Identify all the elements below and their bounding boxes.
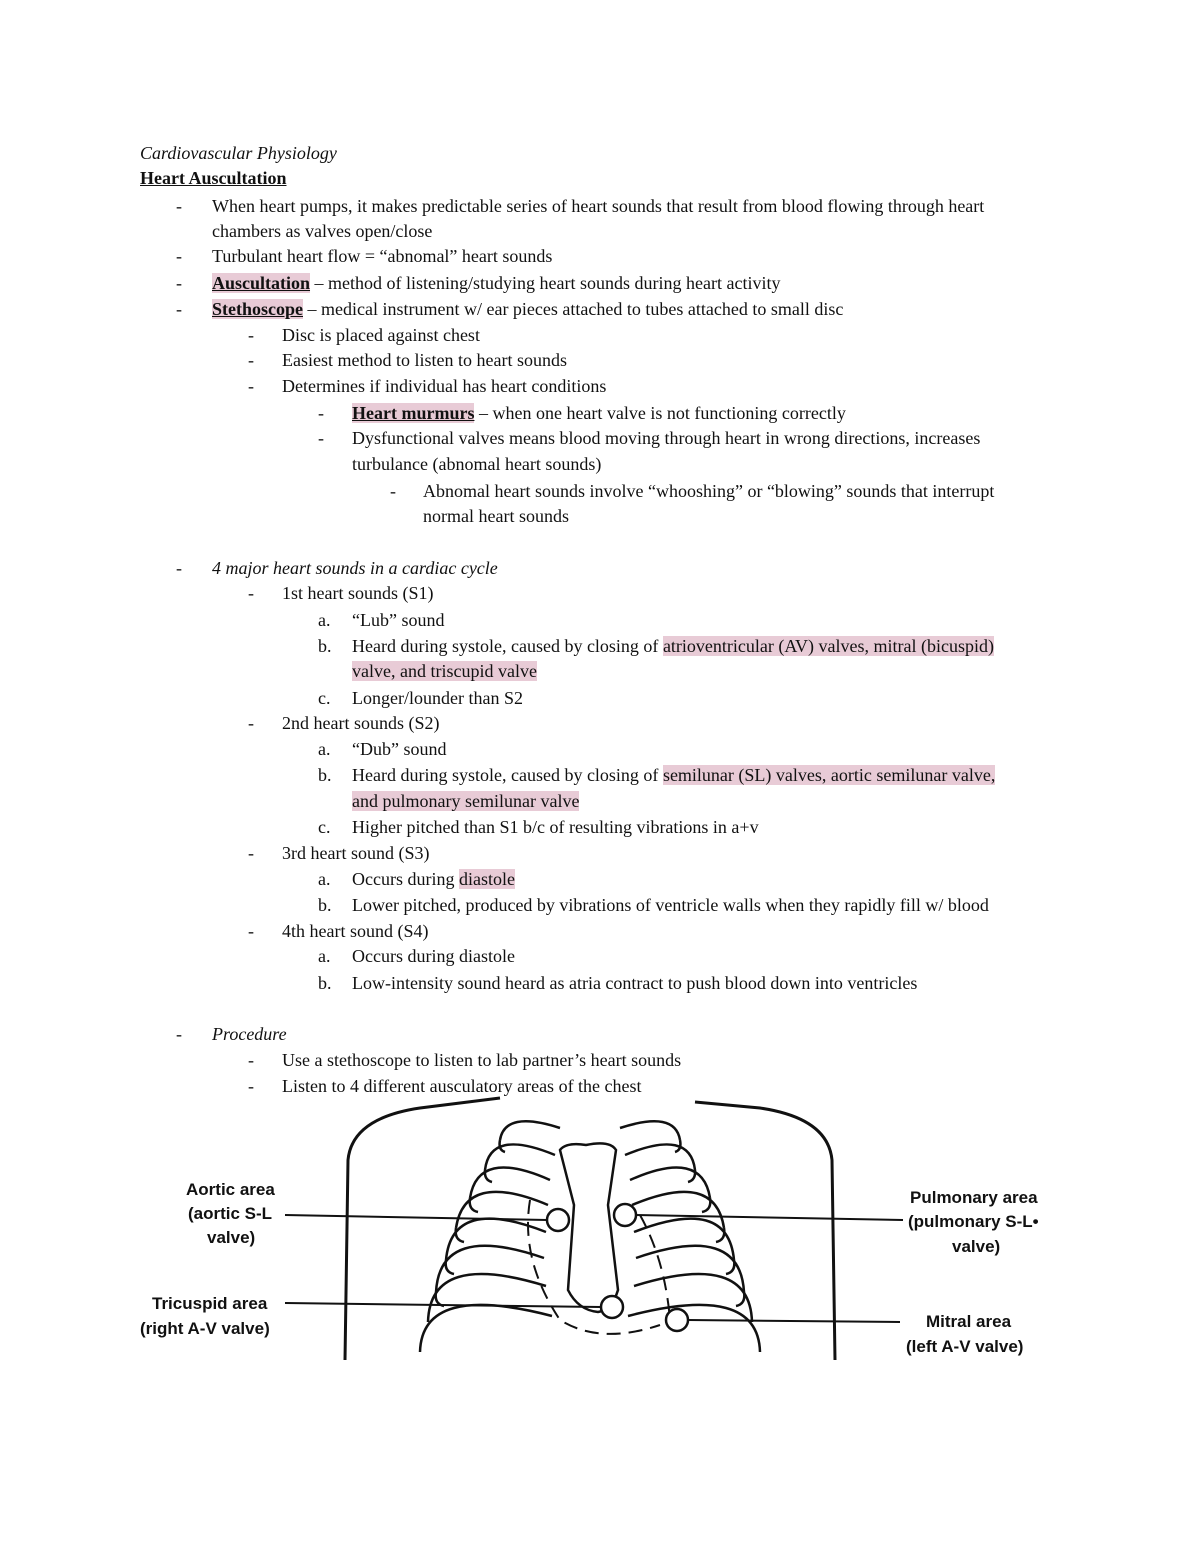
- s2-item-a: “Dub” sound: [352, 739, 447, 759]
- aortic-label-3: valve): [207, 1228, 256, 1247]
- tricuspid-label-1: Tricuspid area: [152, 1294, 268, 1313]
- tricuspid-label-2: (right A-V valve): [140, 1319, 270, 1338]
- bullet-text: turbulance (abnomal heart sounds): [352, 454, 602, 474]
- pulmonary-label-2: (pulmonary S-L•: [908, 1212, 1039, 1231]
- list-marker: b.: [318, 765, 332, 785]
- aortic-area-marker: [547, 1209, 569, 1231]
- bullet-dash: -: [176, 196, 182, 216]
- bullet-dash: -: [176, 299, 182, 319]
- mitral-leader-line: [688, 1320, 900, 1322]
- definition: – medical instrument w/ ear pieces attached to tubes attached to small disc: [303, 299, 844, 319]
- bullet-dash: -: [176, 246, 182, 266]
- bullet-text: chambers as valves open/close: [212, 221, 433, 241]
- bullet-dash: -: [176, 273, 182, 293]
- list-marker: c.: [318, 688, 331, 708]
- term-auscultation: Auscultation: [212, 273, 311, 293]
- s4-item-b: Low-intensity sound heard as atria contract to push blood down into ventricles: [352, 973, 918, 993]
- list-marker: b.: [318, 895, 332, 915]
- ribcage-right: [620, 1121, 760, 1352]
- bullet-dash: -: [248, 583, 254, 603]
- bullet-dash: -: [318, 403, 324, 423]
- bullet-dash: -: [176, 1024, 182, 1044]
- bullet-dash: -: [176, 558, 182, 578]
- list-marker: b.: [318, 636, 332, 656]
- bullet-dash: -: [248, 376, 254, 396]
- s1-title: 1st heart sounds (S1): [282, 583, 434, 603]
- term-stethoscope: Stethoscope: [212, 299, 303, 319]
- list-marker: c.: [318, 817, 331, 837]
- s1-item-a: “Lub” sound: [352, 610, 445, 630]
- heart-sounds-heading: 4 major heart sounds in a cardiac cycle: [212, 558, 498, 578]
- bullet-dash: -: [248, 713, 254, 733]
- s2-title: 2nd heart sounds (S2): [282, 713, 440, 733]
- s3-item-b: Lower pitched, produced by vibrations of ventricle walls when they rapidly fill w/ blood: [352, 895, 989, 915]
- bullet-dash: -: [248, 843, 254, 863]
- bullet-text: When heart pumps, it makes predictable series of heart sounds that result from blood flowing through heart: [212, 196, 985, 216]
- bullet-text: Disc is placed against chest: [282, 325, 480, 345]
- mitral-label-2: (left A-V valve): [906, 1337, 1024, 1356]
- highlight: and pulmonary semilunar valve: [352, 791, 580, 811]
- bullet-text: Determines if individual has heart conditions: [282, 376, 607, 396]
- list-marker: a.: [318, 610, 331, 630]
- s2-item-c: Higher pitched than S1 b/c of resulting vibrations in a+v: [352, 817, 759, 837]
- procedure-heading: Procedure: [212, 1024, 287, 1044]
- highlight: atrioventricular (AV) valves, mitral (bicuspid): [662, 636, 995, 656]
- pulmonary-label-3: valve): [952, 1237, 1001, 1256]
- highlight: semilunar (SL) valves, aortic semilunar valve,: [662, 765, 996, 785]
- s3-title: 3rd heart sound (S3): [282, 843, 430, 863]
- list-marker: a.: [318, 946, 331, 966]
- list-marker: a.: [318, 739, 331, 759]
- sternum: [560, 1143, 618, 1312]
- section-title: Heart Auscultation: [140, 168, 287, 188]
- bullet-dash: -: [248, 325, 254, 345]
- definition: – method of listening/studying heart sounds during heart activity: [310, 273, 781, 293]
- list-marker: b.: [318, 973, 332, 993]
- text: Occurs during: [352, 869, 459, 889]
- pulmonary-area-marker: [614, 1204, 636, 1226]
- aortic-label-1: Aortic area: [186, 1180, 275, 1199]
- s4-title: 4th heart sound (S4): [282, 921, 429, 941]
- bullet-dash: -: [248, 1050, 254, 1070]
- aortic-label-2: (aortic S-L: [188, 1204, 273, 1223]
- bullet-text: Abnomal heart sounds involve “whooshing” or “blowing” sounds that interrupt: [423, 481, 995, 501]
- mitral-area-marker: [666, 1309, 688, 1331]
- text: Heard during systole, caused by closing of: [352, 765, 663, 785]
- s4-item-a: Occurs during diastole: [352, 946, 515, 966]
- text: Heard during systole, caused by closing of: [352, 636, 663, 656]
- bullet-dash: -: [318, 428, 324, 448]
- highlight: valve, and triscupid valve: [352, 661, 537, 681]
- term-heart-murmurs: Heart murmurs: [352, 403, 475, 423]
- aortic-leader-line: [285, 1215, 547, 1220]
- s1-item-c: Longer/lounder than S2: [352, 688, 523, 708]
- bullet-text: Easiest method to listen to heart sounds: [282, 350, 567, 370]
- bullet-dash: -: [248, 1076, 254, 1096]
- bullet-text: normal heart sounds: [423, 506, 569, 526]
- mitral-label-1: Mitral area: [926, 1312, 1012, 1331]
- procedure-step-text: Listen to 4 different ausculatory areas of the chest: [282, 1076, 642, 1096]
- tricuspid-area-marker: [601, 1296, 623, 1318]
- procedure-step-text: Use a stethoscope to listen to lab partner’s heart sounds: [282, 1050, 682, 1070]
- ribcage-left: [420, 1121, 560, 1352]
- list-marker: a.: [318, 869, 331, 889]
- heart-outline: [640, 1215, 670, 1320]
- bullet-dash: -: [390, 481, 396, 501]
- highlight: diastole: [458, 869, 515, 889]
- bullet-dash: -: [248, 921, 254, 941]
- course-title: Cardiovascular Physiology: [140, 143, 337, 163]
- bullet-text: Turbulant heart flow = “abnomal” heart sounds: [212, 246, 553, 266]
- definition: – when one heart valve is not functioning correctly: [474, 403, 846, 423]
- pulmonary-label-1: Pulmonary area: [910, 1188, 1038, 1207]
- bullet-text: Dysfunctional valves means blood moving through heart in wrong directions, increases: [352, 428, 981, 448]
- bullet-dash: -: [248, 350, 254, 370]
